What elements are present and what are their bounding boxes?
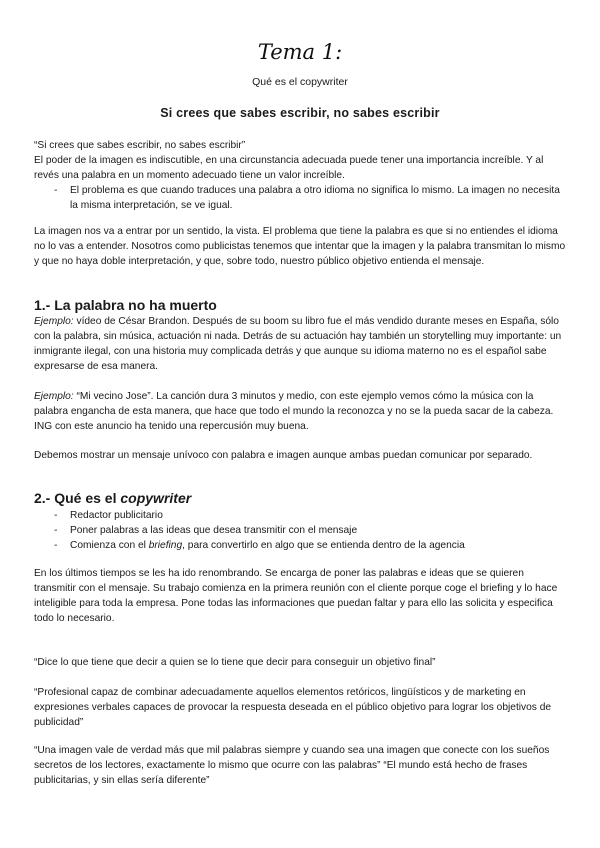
quote-text: “Una imagen vale de verdad más que mil palabras siempre y cuando sea una imagen que conecte con los sueños secretos de los lectores, exactamente lo mismo que ocurre con las palabras” “El mundo está hecho de frases publicitarias, y sin ellas sería diferente” (34, 745, 550, 786)
section-2-list-block (34, 508, 566, 553)
section-1-example-2 (34, 389, 566, 434)
list-item: - El problema es que cuando traduces una palabra a otro idioma no significa lo mismo. La imagen no necesita la misma interpretación, se ve igual. (34, 183, 566, 213)
section-1-example-1 (34, 314, 566, 374)
list-item: - Poner palabras a las ideas que desea transmitir con el mensaje (34, 523, 566, 538)
example-label: Ejemplo: (34, 391, 74, 402)
main-heading: Si crees que sabes escribir, no sabes escribir (160, 106, 440, 120)
page-subtitle: Qué es el copywriter (252, 76, 348, 88)
section-2-paragraph (34, 566, 566, 626)
example-label: Ejemplo: (34, 316, 74, 327)
paragraph-text: Debemos mostrar un mensaje unívoco con palabra e imagen aunque ambas puedan comunicar por separado. (34, 450, 533, 461)
list-text: , para convertirlo en algo que se entienda dentro de la agencia (182, 540, 465, 551)
list-item: - Redactor publicitario (34, 508, 566, 523)
image-paragraph (34, 224, 566, 269)
intro-paragraph: El poder de la imagen es indiscutible, en una circunstancia adecuada puede tener una importancia increíble. Y al revés una palabra en un momento adecuado tiene un valor increíble. (34, 155, 544, 181)
paragraph-text: La imagen nos va a entrar por un sentido, la vista. El problema que tiene la palabra es que si no entiendes el idioma no lo vas a entender. Nosotros como publicistas tenemos que intentar que la imagen y la palabra transmitan lo mismo y que no haya doble interpretación, y que, sobre todo, nuestro público objetivo entienda el mensaje. (34, 226, 566, 267)
example-text: vídeo de César Brandon. Después de su boom su libro fue el más vendido durante meses en España, sólo con la palabra, sin música, actuación ni nada. Detrás de su actuación hay también un storytelling muy importante: un inmigrante ilegal, con una historia muy complicada detrás y que aunque su idioma materno no es el español sabe expresarse de esa manera. (34, 316, 562, 372)
page-title: Tema 1: (257, 40, 343, 64)
example-text: “Mi vecino Jose”. La canción dura 3 minutos y medio, con este ejemplo vemos cómo la música con la palabra engancha de esta manera, que hace que todo el mundo la reconozca y no se la pueda sacar de la cabeza. ING con este anuncio ha tenido una repercusión muy buena. (34, 391, 554, 432)
quote-3 (34, 743, 566, 788)
heading-text: 2.- Qué es el (34, 490, 121, 506)
section-2-list (34, 508, 566, 553)
quote-text: “Profesional capaz de combinar adecuadamente aquellos elementos retóricos, lingüísticos y de marketing en expresiones verbales capaces de provocar la respuesta deseada en el público objetivo para lograr los objetivos de publicidad” (34, 687, 552, 728)
list-text: Comienza con el (70, 540, 149, 551)
intro-list (34, 183, 566, 213)
section-1-heading: 1.- La palabra no ha muerto (34, 297, 217, 313)
section-2-heading (34, 490, 566, 506)
quote-text: “Dice lo que tiene que decir a quien se lo tiene que decir para conseguir un objetivo final” (34, 657, 436, 668)
list-item (34, 538, 566, 553)
intro-block (34, 138, 566, 213)
quote-1 (34, 655, 566, 670)
section-1-conclusion (34, 448, 566, 463)
heading-italic-text: copywriter (120, 490, 192, 506)
quote-2 (34, 685, 566, 730)
list-italic-text: briefing (148, 540, 183, 551)
paragraph-text: En los últimos tiempos se les ha ido renombrando. Se encarga de poner las palabras e ideas que se quieren transmitir con el mensaje. Su trabajo comienza en la primera reunión con el cliente porque coge el briefing y lo hace inteligible para toda la empresa. Pone todas las informaciones que puedan faltar y para ello las solicita y especifica todo lo necesario. (34, 568, 558, 624)
intro-quote: “Si crees que sabes escribir, no sabes escribir” (34, 140, 246, 151)
